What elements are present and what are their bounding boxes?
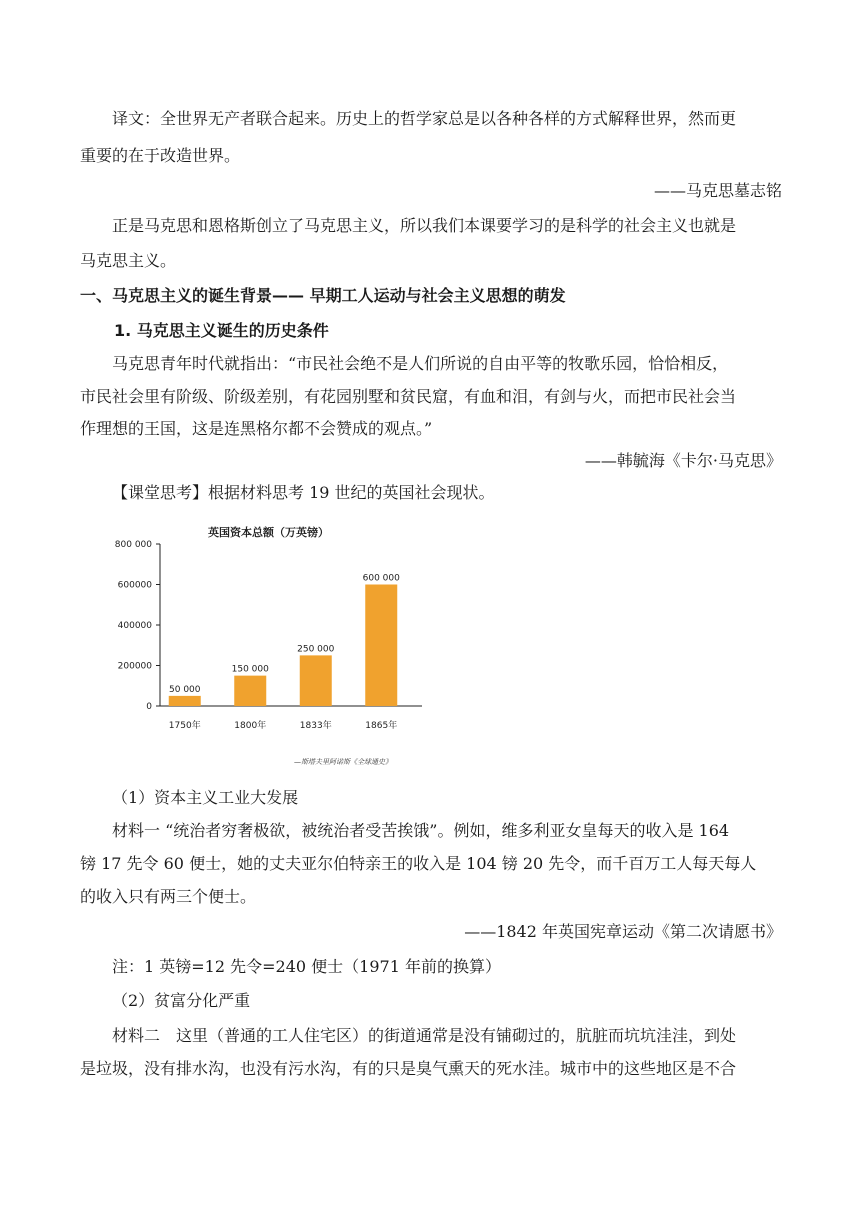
x-tick-label: 1750年	[168, 721, 201, 731]
subsection-heading: 1. 马克思主义诞生的历史条件	[114, 321, 329, 340]
material-two-line-2: 是垃圾，没有排水沟，也没有污水沟，有的只是臭气熏天的死水洼。城市中的这些地区是不合	[80, 1059, 737, 1078]
material-one-line-2: 镑 17 先令 60 便士，她的丈夫亚尔伯特亲王的收入是 104 镑 20 先令，而千百万工人每天每人	[80, 854, 757, 873]
bar	[300, 655, 332, 706]
bar-value-label: 150 000	[231, 664, 269, 675]
attribution-chartist-petition: ——1842 年英国宪章运动《第二次请愿书》	[464, 922, 782, 941]
attribution-han-yuhai: ——韩毓海《卡尔·马克思》	[584, 451, 782, 470]
bar-value-label: 50 000	[169, 684, 201, 695]
y-tick-label: 200000	[117, 661, 152, 672]
bar	[234, 676, 266, 706]
text: 译文：全世界无产者联合起来。历史上的哲学家总是以各种各样的方式解释世界，然而更	[112, 109, 737, 128]
currency-note: 注：1 英镑=12 先令=240 便士（1971 年前的换算）	[112, 957, 501, 976]
material-one-line-1: 材料一 “统治者穷奢极欲，被统治者受苦挨饿”。例如，维多利亚女皇每天的收入是 164	[112, 821, 730, 840]
bar	[365, 585, 397, 707]
material-two-line-1: 材料二 这里（普通的工人住宅区）的街道通常是没有铺砌过的，肮脏而坑坑洼洼，到处	[112, 1026, 737, 1045]
quote-line-2: 市民社会里有阶级、阶级差别，有花园别墅和贫民窟，有血和泪，有剑与火，而把市民社会当	[80, 387, 737, 406]
bar-value-label: 250 000	[297, 644, 335, 655]
subheading-inequality: （2）贫富分化严重	[112, 991, 251, 1010]
chart-title: 英国资本总额（万英镑）	[208, 526, 329, 539]
attribution-marx-epitaph: ——马克思墓志铭	[653, 181, 782, 200]
bar-value-label: 600 000	[362, 573, 400, 584]
quote-line-1: 马克思青年时代就指出：“市民社会绝不是人们所说的自由平等的牧歌乐园，恰恰相反，	[112, 354, 729, 373]
bar	[169, 696, 201, 706]
y-tick-label: 800 000	[114, 540, 152, 550]
paragraph-translation-line-2: 重要的在于改造世界。	[80, 146, 241, 165]
material-one-line-3: 的收入只有两三个便士。	[80, 887, 257, 906]
y-tick-label: 0	[146, 702, 152, 712]
x-tick-label: 1865年	[365, 721, 398, 731]
x-tick-label: 1800年	[234, 721, 267, 731]
x-tick-label: 1833年	[299, 721, 332, 731]
chart-source: —斯塔夫里阿诺斯《全球通史》	[294, 758, 392, 766]
class-thinking-prompt: 【课堂思考】根据材料思考 19 世纪的英国社会现状。	[112, 483, 495, 502]
quote-line-3: 作理想的王国，这是连黑格尔都不会赞成的观点。”	[80, 419, 433, 438]
y-tick-label: 400000	[117, 621, 152, 631]
section-heading: 一、马克思主义的诞生背景—— 早期工人运动与社会主义思想的萌发	[80, 286, 566, 305]
y-tick-label: 600000	[117, 580, 152, 591]
chart-bars	[169, 574, 400, 732]
capital-bar-chart	[112, 516, 432, 776]
paragraph-marxism-line-1: 正是马克思和恩格斯创立了马克思主义，所以我们本课要学习的是科学的社会主义也就是	[112, 216, 737, 235]
subheading-industry: （1）资本主义工业大发展	[112, 788, 299, 807]
paragraph-translation-line-1	[112, 108, 736, 130]
paragraph-marxism-line-2: 马克思主义。	[80, 251, 177, 270]
